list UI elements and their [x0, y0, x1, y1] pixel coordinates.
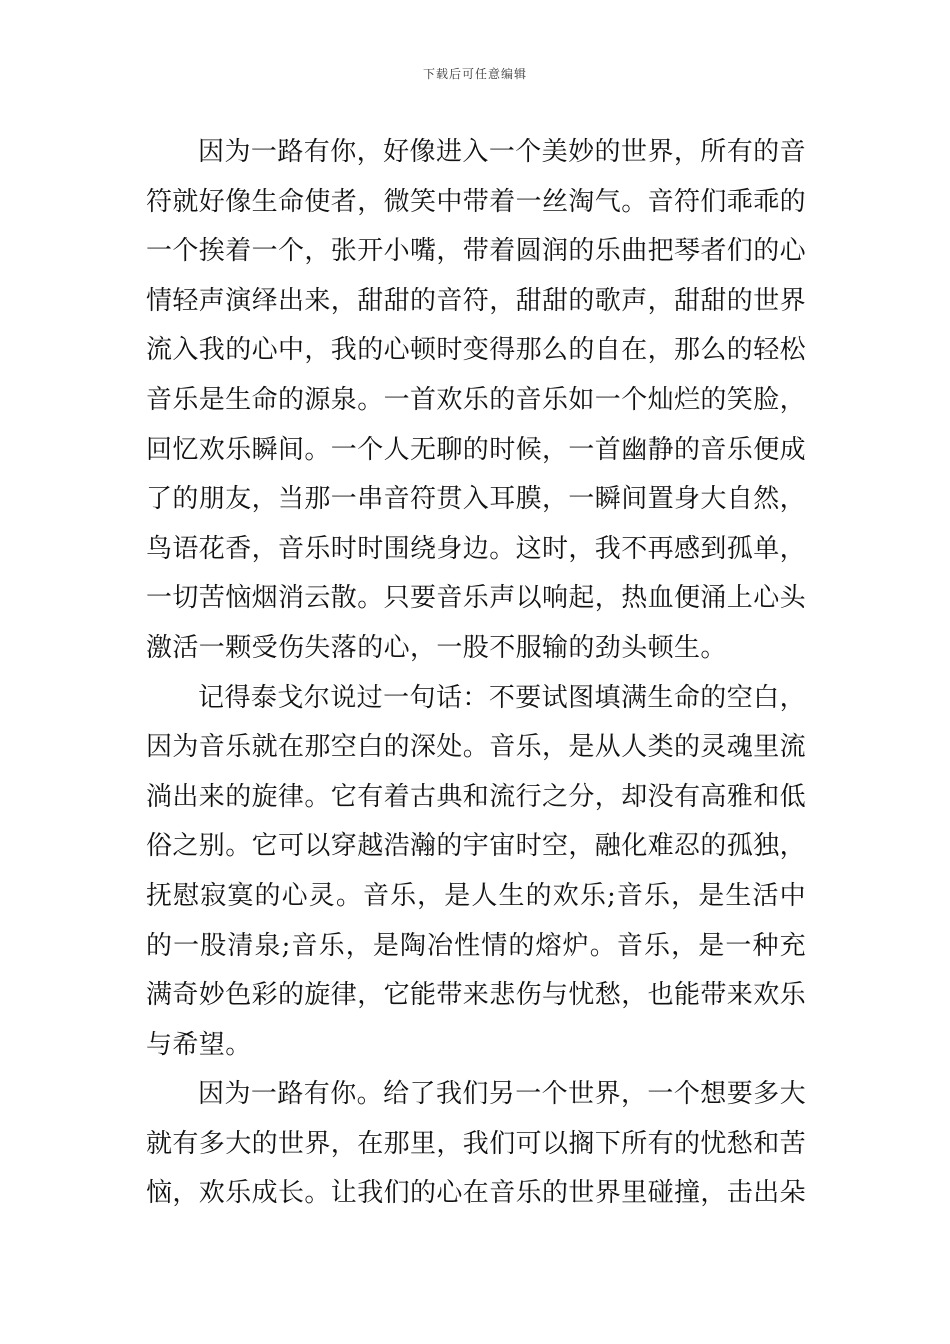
paragraph-2 [146, 674, 806, 1071]
paragraph-3-text: 因为一路有你。给了我们另一个世界，一个想要多大就有多大的世界，在那里，我们可以搁下所有的忧愁和苦恼，欢乐成长。让我们的心在音乐的世界里碰撞，击出朵 [146, 1079, 807, 1209]
paragraph-1-text: 因为一路有你，好像进入一个美妙的世界，所有的音符就好像生命使者，微笑中带着一丝淘气。音符们乖乖的一个挨着一个，张开小嘴，带着圆润的乐曲把琴者们的心情轻声演绎出来，甜甜的音符，甜甜的歌声，甜甜的世界流入我的心中，我的心顿时变得那么的自在，那么的轻松音乐是生命的源泉。一首欢乐的音乐如一个灿烂的笑脸，回忆欢乐瞬间。一个人无聊的时候，一首幽静的音乐便成了的朋友，当那一串音符贯入耳膜，一瞬间置身大自然，鸟语花香，音乐时时围绕身边。这时，我不再感到孤单，一切苦恼烟消云散。只要音乐声以响起，热血便涌上心头激活一颗受伤失落的心，一股不服输的劲头顿生。 [146, 137, 807, 663]
document-body [146, 128, 806, 1219]
page-header: 下载后可任意编辑 [422, 67, 527, 81]
paragraph-1 [146, 128, 806, 674]
paragraph-3 [146, 1070, 806, 1219]
paragraph-2-text: 记得泰戈尔说过一句话：不要试图填满生命的空白，因为音乐就在那空白的深处。音乐，是从人类的灵魂里流淌出来的旋律。它有着古典和流行之分，却没有高雅和低俗之别。它可以穿越浩瀚的宇宙时空，融化难忍的孤独，抚慰寂寞的心灵。音乐，是人生的欢乐;音乐，是生活中的一股清泉;音乐，是陶冶性情的熔炉。音乐，是一种充满奇妙色彩的旋律，它能带来悲伤与忧愁，也能带来欢乐与希望。 [146, 682, 807, 1060]
